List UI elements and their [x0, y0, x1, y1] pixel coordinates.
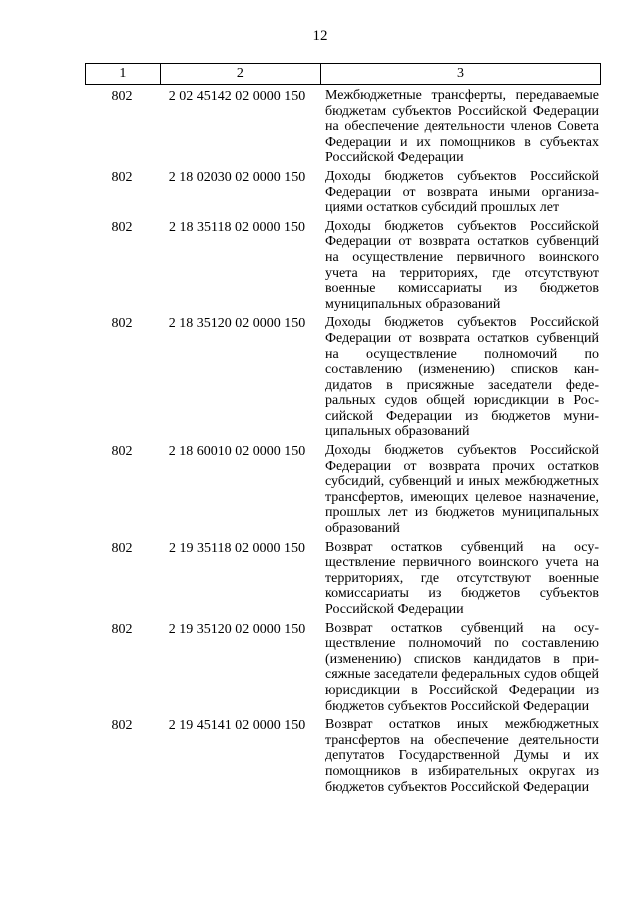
table-body [85, 88, 601, 795]
revenue-name-cell: Доходы бюджетов субъектов Российской Федерации от возврата иными организациями остатков субсидий прошлых лет [325, 168, 599, 216]
admin-code-cell: 802 [111, 89, 133, 104]
column-header-3: 3 [320, 64, 600, 84]
table-row [85, 540, 601, 618]
revenue-name-cell: Возврат остатков субвенций на осуществление полномочий по составлению (изменению) списков кандидатов в присяжные заседатели федеральных судов общей юрисдикции в Российской Федерации из бюджетов субъектов Российской Федерации [325, 620, 599, 714]
revenue-name-cell: Доходы бюджетов субъектов Российской Федерации от возврата остатков субвенций на осуществление первичного воинского учета на территориях, где отсутствуют военные комиссариаты из бюджетов муниципальных образований [325, 218, 599, 312]
table-header-row [85, 63, 601, 85]
table-row [85, 717, 601, 795]
column-header-2: 2 [160, 64, 320, 84]
admin-code-cell: 802 [111, 316, 133, 332]
admin-code-cell: 802 [111, 621, 133, 637]
table-row [85, 88, 601, 166]
budget-code-cell: 2 18 02030 02 0000 150 [168, 169, 306, 185]
revenue-name-cell: Возврат остатков субвенций на осуществление первичного воинского учета на территориях, где отсутствуют военные комиссариаты из бюджетов субъектов Российской Федерации [325, 539, 599, 617]
table-row [85, 315, 601, 440]
budget-code-cell: 2 19 35120 02 0000 150 [168, 621, 306, 637]
admin-code-cell: 802 [111, 169, 133, 185]
budget-code-cell: 2 19 45141 02 0000 150 [168, 718, 306, 734]
page-number: 12 [312, 28, 328, 44]
table-row [85, 443, 601, 537]
column-header-1: 1 [119, 66, 127, 81]
budget-codes-table [85, 63, 601, 798]
revenue-name-cell: Доходы бюджетов субъектов Российской Федерации от возврата остатков субвенций на осуществление полномочий по составлению (изменению) списков кандидатов в присяжные заседатели федеральных судов общей юрисдикции в Российской Федерации из бюджетов муниципальных образований [325, 315, 599, 440]
budget-code-cell: 2 18 60010 02 0000 150 [168, 444, 306, 460]
table-row [85, 621, 601, 715]
revenue-name-cell: Доходы бюджетов субъектов Российской Федерации от возврата прочих остатков субсидий, субвенций и иных межбюджетных трансфертов, имеющих целевое назначение, прошлых лет из бюджетов муниципальных образований [325, 443, 599, 537]
table-row [85, 219, 601, 313]
revenue-name-cell: Межбюджетные трансферты, передаваемые бюджетам субъектов Российской Федерации на обеспечение деятельности членов Совета Федерации и их помощников в субъектах Российской Федерации [325, 88, 599, 166]
budget-code-cell: 2 18 35118 02 0000 150 [169, 219, 305, 235]
revenue-name-cell: Возврат остатков иных межбюджетных трансфертов на обеспечение деятельности депутатов Государственной Думы и их помощников в избирательных округах из бюджетов субъектов Российской Федерации [325, 717, 599, 795]
budget-code-cell: 2 18 35120 02 0000 150 [168, 316, 306, 332]
budget-code-cell: 2 19 35118 02 0000 150 [169, 540, 305, 556]
admin-code-cell: 802 [111, 540, 133, 556]
admin-code-cell: 802 [111, 718, 133, 734]
table-row [85, 169, 601, 216]
admin-code-cell: 802 [111, 444, 133, 460]
admin-code-cell: 802 [111, 219, 133, 235]
budget-code-cell: 2 02 45142 02 0000 150 [168, 89, 306, 104]
